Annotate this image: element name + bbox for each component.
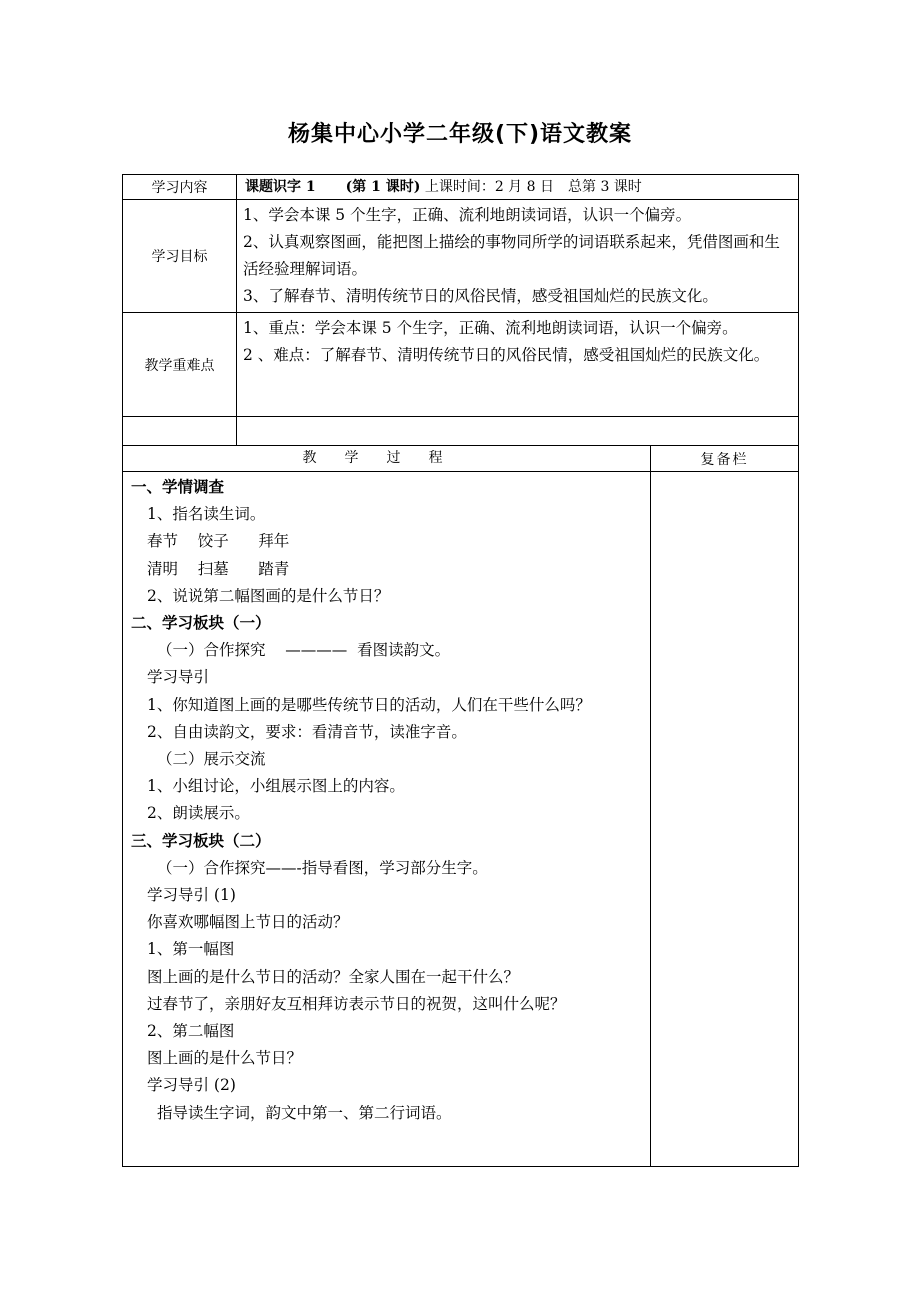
page-title: 杨集中心小学二年级(下)语文教案: [287, 122, 633, 147]
process-line: 2、说说第二幅图画的是什么节日？: [147, 586, 390, 605]
process-line: 2、第二幅图: [147, 1022, 235, 1041]
process-line: 图上画的是什么节日？: [147, 1049, 303, 1068]
process-line: 图上画的是什么节日的活动？全家人围在一起干什么？: [147, 967, 520, 986]
lesson-topic: 课题识字 1: [245, 179, 316, 195]
goal-item: 3、了解春节、清明传统节日的风俗民情，感受祖国灿烂的民族文化。: [243, 287, 718, 305]
row-process: [123, 472, 799, 1167]
section-title: 一、学情调查: [131, 478, 225, 496]
process-line: 过春节了，亲朋好友互相拜访表示节日的祝贺，这叫什么呢？: [147, 994, 566, 1013]
teaching-process: [123, 472, 651, 1167]
label-key-points: 教学重难点: [123, 313, 237, 417]
goal-item: 1、学会本课 5 个生字，正确、流利地朗读词语，认识一个偏旁。: [243, 206, 692, 224]
process-line: （一）合作探究——-指导看图，学习部分生字。: [157, 858, 488, 877]
process-line: 1、小组讨论，小组展示图上的内容。: [147, 777, 405, 796]
section-title: 二、学习板块（一）: [131, 614, 271, 633]
lesson-date: 上课时间：2 月 8 日: [424, 179, 554, 195]
process-line: 1、第一幅图: [147, 940, 235, 959]
process-line: 清明 扫墓 踏青: [147, 559, 290, 578]
review-column: [651, 472, 799, 1167]
row-key-points: [123, 313, 799, 417]
row-learning-content: [123, 175, 799, 200]
key-point-item: 2 、难点：了解春节、清明传统节日的风俗民情，感受祖国灿烂的民族文化。: [243, 346, 770, 364]
process-line: 2、朗读展示。: [147, 804, 250, 823]
process-line: 你喜欢哪幅图上节日的活动？: [147, 913, 349, 932]
lesson-info: [237, 175, 799, 200]
process-line: 学习导引 (2): [147, 1076, 236, 1095]
row-learning-goals: [123, 200, 799, 313]
row-empty: [123, 417, 799, 446]
review-header: 复备栏: [651, 446, 799, 472]
process-line: 1、指名读生词。: [147, 505, 266, 524]
process-line: 春节 饺子 拜年: [147, 532, 290, 551]
key-points: [237, 313, 799, 417]
lesson-plan-table: [122, 174, 799, 1167]
empty-cell: [237, 417, 799, 446]
process-line: （一）合作探究 ———— 看图读韵文。: [157, 641, 451, 660]
goal-item: 2、认真观察图画，能把图上描绘的事物同所学的词语联系起来，凭借图画和生活经验理解词语。: [243, 233, 780, 278]
process-line: 学习导引: [147, 668, 210, 687]
process-header: 教学过程: [123, 446, 651, 472]
label-learning-goals: 学习目标: [123, 200, 237, 313]
lesson-period: (第 1 课时): [345, 179, 421, 195]
lesson-total: 总第 3 课时: [568, 179, 642, 195]
process-line: （二）展示交流: [157, 750, 266, 769]
section-title: 三、学习板块（二）: [131, 831, 271, 850]
label-learning-content: 学习内容: [123, 175, 237, 200]
row-headers: [123, 446, 799, 472]
empty-cell: [123, 417, 237, 446]
process-line: 学习导引 (1): [147, 886, 236, 905]
process-line: 1、你知道图上画的是哪些传统节日的活动，人们在干些什么吗？: [147, 695, 591, 714]
key-point-item: 1、重点：学会本课 5 个生字，正确、流利地朗读词语，认识一个偏旁。: [243, 319, 738, 337]
process-line: 指导读生字词，韵文中第一、第二行词语。: [157, 1103, 452, 1122]
process-line: 2、自由读韵文，要求：看清音节，读准字音。: [147, 722, 467, 741]
learning-goals: [237, 200, 799, 313]
